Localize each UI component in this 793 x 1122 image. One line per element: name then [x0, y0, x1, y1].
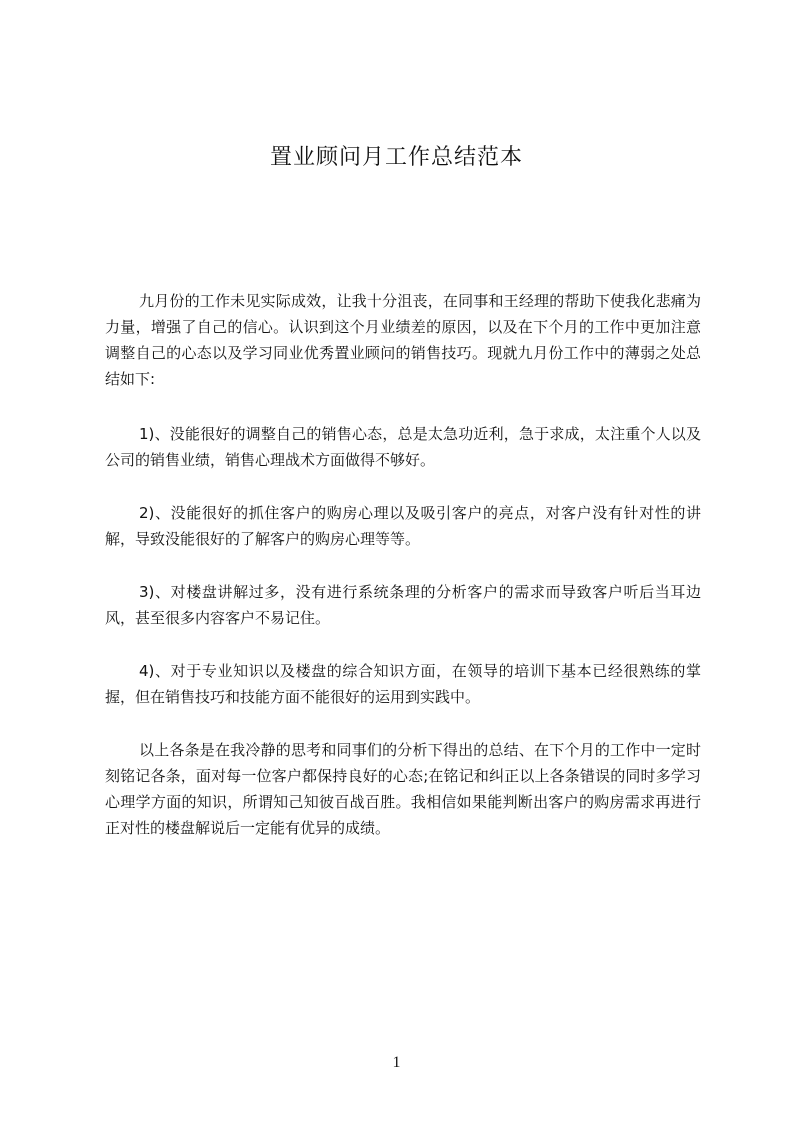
- summary-point-2: 2)、没能很好的抓住客户的购房心理以及吸引客户的亮点，对客户没有针对性的讲解，导致没能很好的了解客户的购房心理等等。: [105, 504, 701, 548]
- summary-point-3: 3)、对楼盘讲解过多，没有进行系统条理的分析客户的需求而导致客户听后当耳边风，甚至很多内容客户不易记住。: [105, 583, 701, 627]
- page-number: 1: [392, 1054, 401, 1071]
- summary-point-1: 1)、没能很好的调整自己的销售心态，总是太急功近利，急于求成，太注重个人以及公司的销售业绩，销售心理战术方面做得不够好。: [105, 425, 701, 469]
- intro-paragraph: 九月份的工作未见实际成效，让我十分沮丧，在同事和王经理的帮助下使我化悲痛为力量，增强了自己的信心。认识到这个月业绩差的原因，以及在下个月的工作中更加注意调整自己的心态以及学习同业优秀置业顾问的销售技巧。现就九月份工作中的薄弱之处总结如下:: [105, 292, 701, 388]
- page-title: 置业顾问月工作总结范本: [269, 145, 523, 170]
- conclusion-paragraph: 以上各条是在我冷静的思考和同事们的分析下得出的总结、在下个月的工作中一定时刻铭记各条，面对每一位客户都保持良好的心态;在铭记和纠正以上各条错误的同时多学习心理学方面的知识，所谓知己知彼百战百胜。我相信如果能判断出客户的购房需求再进行正对性的楼盘解说后一定能有优异的成绩。: [105, 741, 701, 837]
- summary-point-4: 4)、对于专业知识以及楼盘的综合知识方面，在领导的培训下基本已经很熟练的掌握，但在销售技巧和技能方面不能很好的运用到实践中。: [105, 662, 701, 706]
